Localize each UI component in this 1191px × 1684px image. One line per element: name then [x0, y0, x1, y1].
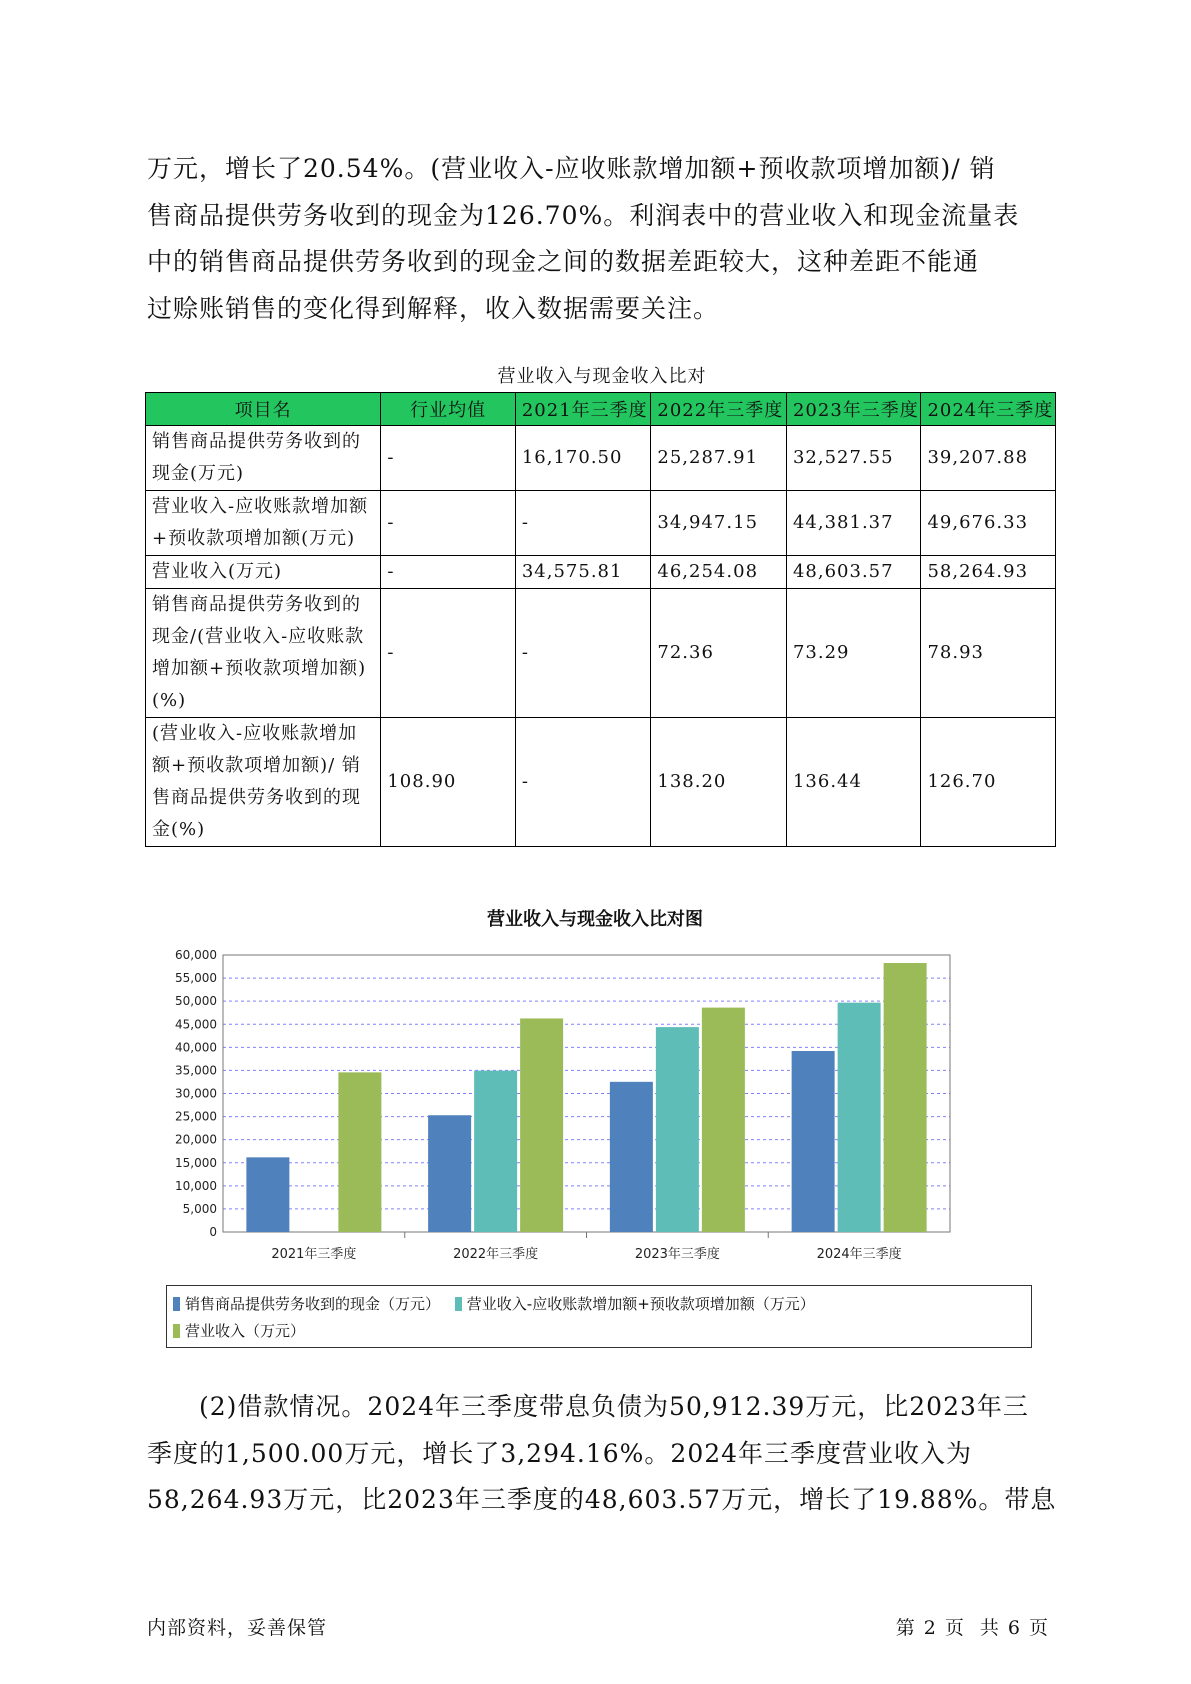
table-cell: - [381, 589, 515, 718]
table-row [146, 426, 1056, 491]
text-line: 58,264.93万元，比2023年三季度的48,603.57万元，增长了19.88%。带息 [147, 1485, 1057, 1514]
total-unit: 页 [1028, 1617, 1049, 1639]
page-unit: 页 [944, 1617, 965, 1639]
y-tick-label: 5,000 [182, 1201, 217, 1216]
bar [656, 1027, 699, 1232]
col-header: 2024年三季度 [921, 393, 1056, 426]
bar [838, 1003, 881, 1232]
page-total: 6 [1007, 1617, 1021, 1639]
y-tick-label: 45,000 [175, 1017, 217, 1032]
table-cell: 136.44 [786, 718, 920, 847]
x-tick-label: 2021年三季度 [271, 1247, 357, 1262]
legend-label: 营业收入（万元） [185, 1322, 306, 1340]
row-name: 销售商品提供劳务收到的现金(万元) [146, 426, 381, 491]
table-cell: 16,170.50 [515, 426, 651, 491]
bar [246, 1157, 289, 1232]
bar [338, 1072, 381, 1232]
y-tick-label: 10,000 [175, 1178, 217, 1193]
row-name: 销售商品提供劳务收到的现金/(营业收入-应收账款增加额+预收款项增加额)(%) [146, 589, 381, 718]
table-cell: 34,575.81 [515, 556, 651, 589]
y-tick-label: 15,000 [175, 1155, 217, 1170]
paragraph-borrowing [147, 1384, 1057, 1524]
y-tick-label: 60,000 [175, 948, 217, 962]
y-tick-label: 0 [209, 1225, 217, 1239]
table-cell: 72.36 [651, 589, 787, 718]
y-tick-label: 55,000 [175, 971, 217, 986]
table-cell: 126.70 [921, 718, 1056, 847]
footer-confidential: 内部资料，妥善保管 [147, 1617, 328, 1639]
table-cell: 39,207.88 [921, 426, 1056, 491]
row-name: (营业收入-应收账款增加额+预收款项增加额)/ 销售商品提供劳务收到的现金(%) [146, 718, 381, 847]
text-line: 售商品提供劳务收到的现金为126.70%。利润表中的营业收入和现金流量表 [147, 200, 1020, 230]
table-cell: 34,947.15 [651, 491, 787, 556]
chart-plot [145, 937, 1045, 1267]
legend-item [173, 1317, 305, 1344]
bar [792, 1051, 835, 1232]
table-cell: - [515, 589, 651, 718]
x-tick-label: 2023年三季度 [634, 1247, 720, 1262]
x-tick-label: 2022年三季度 [453, 1247, 539, 1262]
x-tick-label: 2024年三季度 [816, 1247, 902, 1262]
legend-swatch [173, 1324, 180, 1338]
y-tick-label: 50,000 [175, 994, 217, 1009]
row-name: 营业收入(万元) [146, 556, 381, 589]
table-cell: 58,264.93 [921, 556, 1056, 589]
page-current: 2 [923, 1617, 937, 1639]
table-row [146, 718, 1056, 847]
bar [610, 1082, 653, 1232]
chart-title: 营业收入与现金收入比对图 [487, 909, 703, 930]
legend-label: 营业收入-应收账款增加额+预收款项增加额（万元） [466, 1295, 815, 1313]
table-cell: 49,676.33 [921, 491, 1056, 556]
table-cell: - [515, 491, 651, 556]
table-cell: 46,254.08 [651, 556, 787, 589]
table-cell: - [381, 426, 515, 491]
text-line: 万元，增长了20.54%。(营业收入-应收账款增加额+预收款项增加额)/ 销 [147, 154, 996, 183]
table-cell: 78.93 [921, 589, 1056, 718]
bar [474, 1071, 517, 1232]
table-cell: - [381, 491, 515, 556]
text-line: (2)借款情况。2024年三季度带息负债为50,912.39万元，比2023年三 [199, 1392, 1029, 1421]
table-row [146, 589, 1056, 718]
table-cell: 44,381.37 [786, 491, 920, 556]
y-tick-label: 25,000 [175, 1109, 217, 1124]
legend-swatch [173, 1297, 180, 1311]
table-cell: 32,527.55 [786, 426, 920, 491]
table-cell: 48,603.57 [786, 556, 920, 589]
footer-page-number [892, 1613, 1053, 1640]
table-cell: - [381, 556, 515, 589]
table-cell: 108.90 [381, 718, 515, 847]
col-header: 行业均值 [381, 393, 515, 426]
table-cell: - [515, 718, 651, 847]
bar [428, 1115, 471, 1232]
table-cell: 25,287.91 [651, 426, 787, 491]
col-header: 2021年三季度 [515, 393, 651, 426]
table-cell: 138.20 [651, 718, 787, 847]
text-line: 过赊账销售的变化得到解释，收入数据需要关注。 [147, 293, 720, 323]
revenue-cash-table [145, 392, 1056, 847]
legend-swatch [455, 1297, 462, 1311]
text-line: 季度的1,500.00万元，增长了3,294.16%。2024年三季度营业收入为 [147, 1438, 973, 1468]
y-tick-label: 20,000 [175, 1132, 217, 1147]
total-prefix: 共 [979, 1617, 1000, 1639]
bar [884, 963, 927, 1232]
bar [520, 1018, 563, 1232]
text-line: 中的销售商品提供劳务收到的现金之间的数据差距较大，这种差距不能通 [147, 247, 980, 276]
row-name: 营业收入-应收账款增加额+预收款项增加额(万元) [146, 491, 381, 556]
table-cell: 73.29 [786, 589, 920, 718]
legend-item [173, 1290, 440, 1317]
y-tick-label: 35,000 [175, 1063, 217, 1078]
paragraph-revenue-analysis [147, 146, 1052, 332]
table-header-row [146, 393, 1056, 426]
table-row [146, 556, 1056, 589]
legend-item [455, 1290, 815, 1317]
y-tick-label: 40,000 [175, 1040, 217, 1055]
legend-label: 销售商品提供劳务收到的现金（万元） [185, 1295, 441, 1313]
bar [702, 1008, 745, 1232]
table-row [146, 491, 1056, 556]
page-prefix: 第 [895, 1617, 916, 1639]
table-title: 营业收入与现金收入比对 [497, 366, 707, 387]
y-tick-label: 30,000 [175, 1086, 217, 1101]
col-header: 2023年三季度 [786, 393, 920, 426]
col-header: 2022年三季度 [651, 393, 787, 426]
col-header: 项目名 [146, 393, 381, 426]
chart-legend [166, 1285, 1032, 1348]
